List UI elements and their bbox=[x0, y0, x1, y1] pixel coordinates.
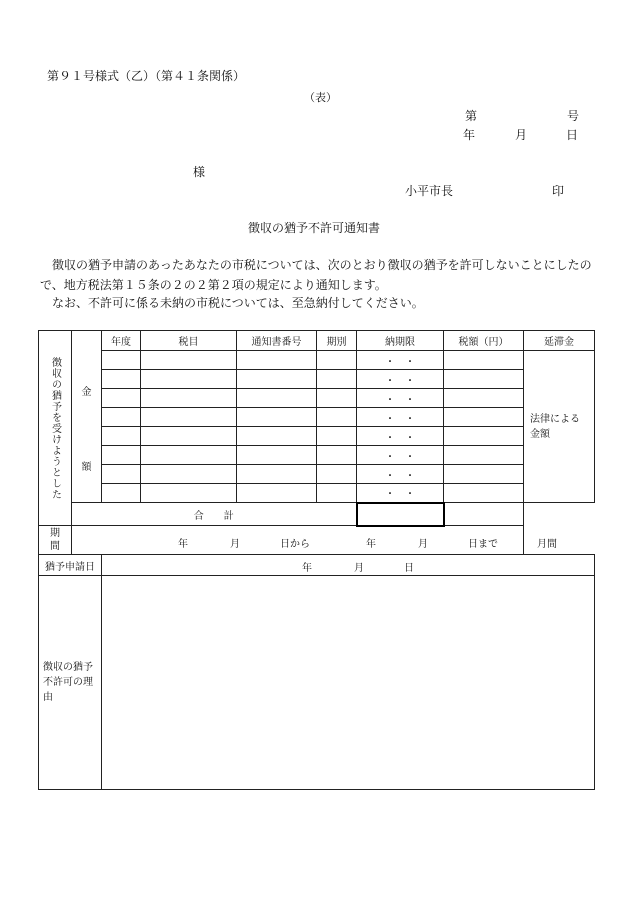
col-header-year: 年度 bbox=[102, 331, 141, 351]
reason-label-cell bbox=[39, 576, 102, 790]
period-day-from: 日から bbox=[280, 538, 310, 550]
body-paragraph-1: 徴収の猶予申請のあったあなたの市税については、次のとおり徴収の猶予を許可しないことにしたので、地方税法第１５条の２の２第２項の規定により通知します。 bbox=[40, 258, 592, 292]
date-month: 月 bbox=[515, 128, 528, 142]
period-cell bbox=[72, 526, 557, 555]
date-year: 年 bbox=[463, 128, 476, 142]
due-date-cell: ・ ・ bbox=[357, 484, 444, 503]
table-row bbox=[39, 408, 595, 427]
group-label: 徴収の猶予を受けようとした bbox=[49, 356, 61, 500]
amount-label-2: 額 bbox=[81, 462, 92, 473]
date-day: 日 bbox=[566, 128, 579, 142]
addressee-suffix: 様 bbox=[193, 165, 206, 179]
deferral-table bbox=[38, 330, 595, 790]
table-row bbox=[39, 446, 595, 465]
period-label: 期間 bbox=[50, 528, 60, 552]
issuer-name: 小平市長 bbox=[405, 184, 454, 198]
period-year-2: 年 bbox=[366, 538, 376, 550]
due-date-cell: ・ ・ bbox=[357, 389, 444, 408]
period-month-1: 月 bbox=[230, 538, 240, 550]
group-label-cell bbox=[39, 331, 72, 526]
application-day: 日 bbox=[404, 563, 414, 574]
application-month: 月 bbox=[354, 563, 364, 574]
application-year: 年 bbox=[302, 563, 312, 574]
table-row bbox=[39, 484, 595, 503]
period-year-1: 年 bbox=[178, 538, 188, 550]
due-date-cell: ・ ・ bbox=[357, 465, 444, 484]
period-months: 月間 bbox=[537, 538, 557, 550]
application-date-cell bbox=[102, 555, 595, 576]
col-header-late-fee: 延滞金 bbox=[524, 331, 595, 351]
col-header-tax-item: 税目 bbox=[141, 331, 237, 351]
body-paragraph-2: なお、不許可に係る未納の市税については、至急納付してください。 bbox=[40, 296, 424, 310]
amount-label-cell bbox=[72, 331, 102, 503]
doc-number-prefix: 第 bbox=[465, 109, 478, 123]
table-row bbox=[39, 370, 595, 389]
document-title: 徴収の猶予不許可通知書 bbox=[248, 221, 381, 235]
due-date-cell: ・ ・ bbox=[357, 351, 444, 370]
period-day-to: 日まで bbox=[468, 538, 498, 550]
due-date-cell: ・ ・ bbox=[357, 446, 444, 465]
side-label: （表） bbox=[304, 91, 337, 104]
seal-mark: 印 bbox=[552, 184, 565, 198]
col-header-period: 期別 bbox=[317, 331, 357, 351]
col-header-notice-number: 通知書番号 bbox=[237, 331, 317, 351]
due-date-cell: ・ ・ bbox=[357, 408, 444, 427]
due-date-cell: ・ ・ bbox=[357, 370, 444, 389]
amount-label-1: 金 bbox=[81, 387, 92, 398]
due-date-cell: ・ ・ bbox=[357, 427, 444, 446]
reason-label: 徴収の猶予不許可の理由 bbox=[43, 662, 93, 703]
table-row bbox=[39, 465, 595, 484]
col-header-due-date: 納期限 bbox=[357, 331, 444, 351]
doc-number-suffix: 号 bbox=[567, 109, 580, 123]
table-row bbox=[39, 351, 595, 370]
form-number: 第９１号様式（乙）（第４１条関係） bbox=[47, 69, 246, 83]
col-header-tax-amount: 税額（円） bbox=[444, 331, 524, 351]
late-fee-note: 法律による金額 bbox=[524, 351, 595, 503]
total-label: 合 計 bbox=[72, 503, 357, 526]
period-month-2: 月 bbox=[418, 538, 428, 550]
table-row bbox=[39, 427, 595, 446]
table-row bbox=[39, 389, 595, 408]
total-late-fee bbox=[444, 503, 524, 526]
total-amount-box bbox=[357, 503, 444, 526]
reason-field[interactable] bbox=[102, 576, 595, 790]
period-label-cell bbox=[39, 526, 72, 555]
application-date-label: 猶予申請日 bbox=[39, 555, 102, 576]
